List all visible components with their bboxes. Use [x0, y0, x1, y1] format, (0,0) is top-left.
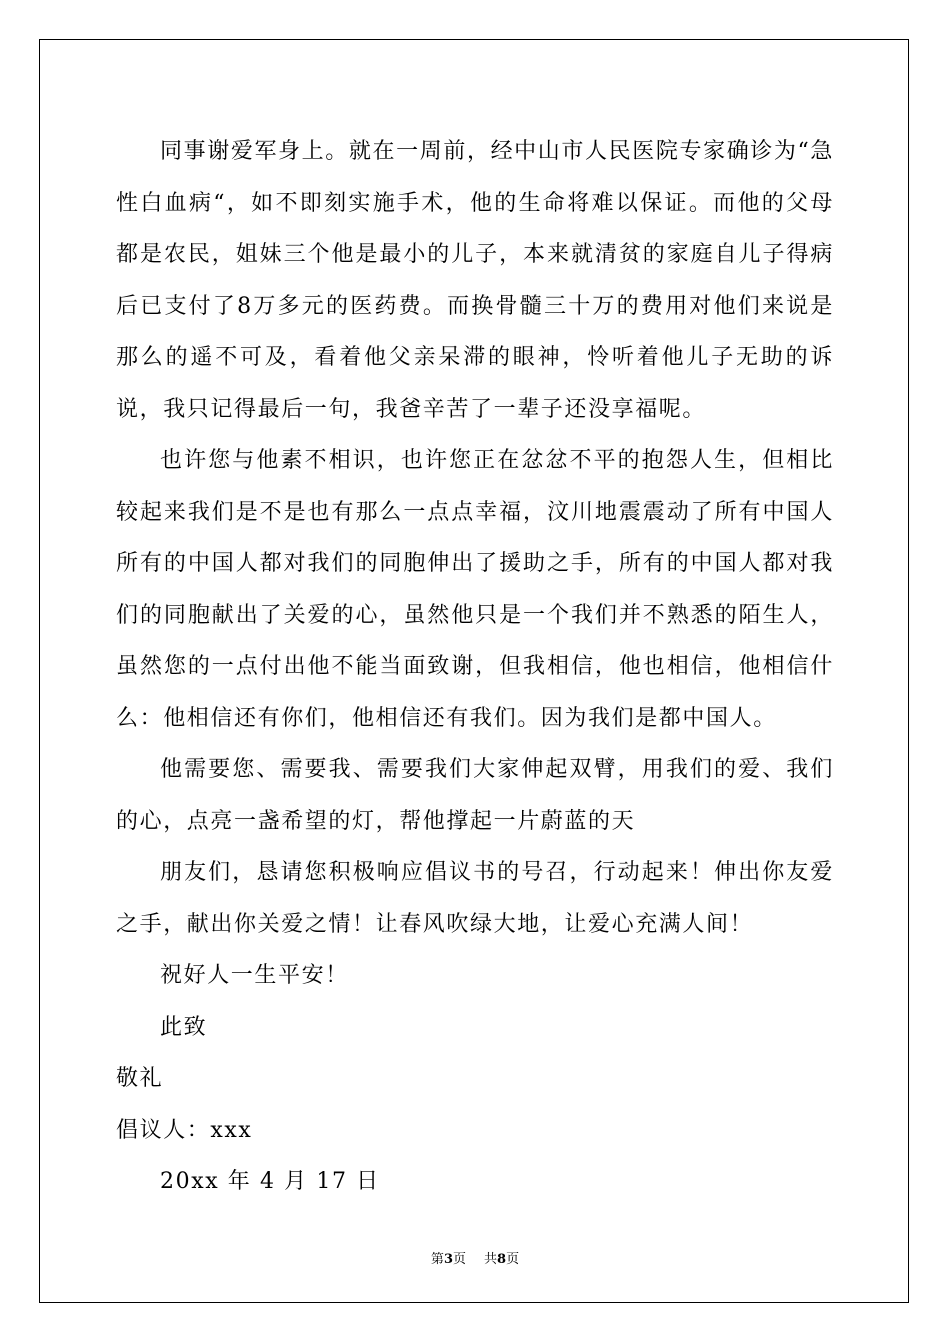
- document-body: [116, 126, 834, 1208]
- page-prefix: 第: [430, 1252, 444, 1267]
- paragraph-3: 他需要您、需要我、需要我们大家伸起双臂，用我们的爱、我们的心，点亮一盏希望的灯，帮他撑起一片蔚蓝的天: [116, 757, 834, 834]
- total-suffix: 页: [506, 1252, 520, 1267]
- closing-phrase: 此致: [160, 1014, 208, 1040]
- current-page-number: 3: [443, 1252, 453, 1267]
- blessing-line: 祝好人一生平安！: [160, 963, 349, 988]
- total-prefix: 共: [484, 1252, 498, 1267]
- paragraph-4: 朋友们，恳请您积极响应倡议书的号召，行动起来！伸出你友爱之手，献出你关爱之情！让春风吹绿大地，让爱心充满人间！: [116, 860, 834, 937]
- total-page-number: 8: [497, 1252, 507, 1267]
- page-suffix: 页: [452, 1252, 466, 1267]
- paragraph-2: 也许您与他素不相识，也许您正在忿忿不平的抱怨人生，但相比较起来我们是不是也有那么一点点幸福，汶川地震震动了所有中国人所有的中国人都对我们的同胞伸出了援助之手，所有的中国人都对我们的同胞献出了关爱的心，虽然他只是一个我们并不熟悉的陌生人，虽然您的一点付出他不能当面致谢，但我相信，他也相信，他相信什么：他相信还有你们，他相信还有我们。因为我们是都中国人。: [116, 448, 834, 731]
- paragraph-1: 同事谢爱军身上。就在一周前，经中山市人民医院专家确诊为“急性白血病“，如不即刻实施手术，他的生命将难以保证。而他的父母都是农民，姐妹三个他是最小的儿子，本来就清贫的家庭自儿子得病后已支付了8万多元的医药费。而换骨髓三十万的费用对他们来说是那么的遥不可及，看着他父亲呆滞的眼神，怜听着他儿子无助的诉说，我只记得最后一句，我爸辛苦了一辈子还没享福呢。: [116, 139, 834, 422]
- initiator-line: 倡议人：xxx: [116, 1117, 253, 1143]
- date-line: 20xx 年 4 月 17 日: [160, 1169, 380, 1194]
- salute-line: 敬礼: [116, 1066, 164, 1091]
- page-footer: [0, 1248, 950, 1267]
